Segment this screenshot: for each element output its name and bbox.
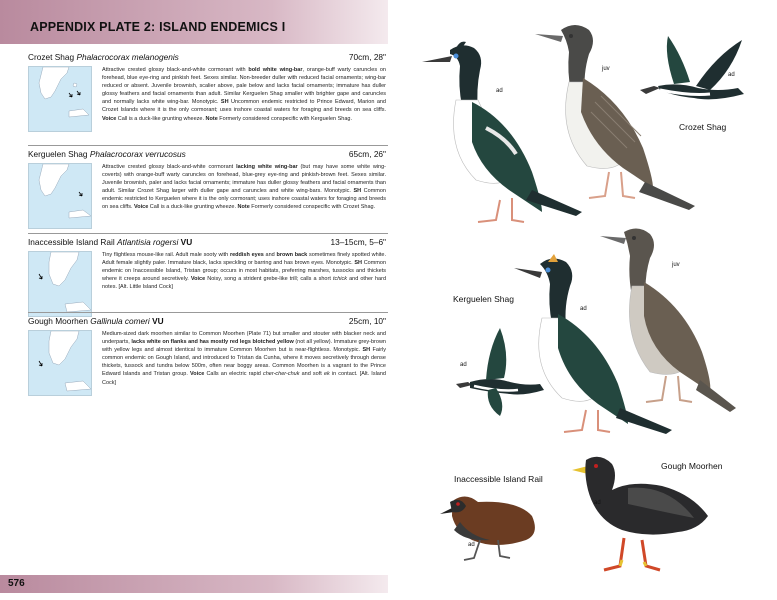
age-label: ad xyxy=(594,500,601,506)
species-entry-gough-moorhen xyxy=(28,316,388,406)
species-entry-inaccessible-island-rail xyxy=(28,237,388,315)
size-label: 70cm, 28" xyxy=(348,52,386,62)
divider xyxy=(28,312,388,313)
species-name xyxy=(28,149,186,159)
age-label: ad xyxy=(580,306,587,312)
common-name: Gough Moorhen xyxy=(28,316,88,326)
plate-label-kerguelen-shag: Kerguelen Shag xyxy=(453,294,514,304)
range-map xyxy=(28,163,92,229)
inaccessible-island-rail-illustration xyxy=(440,492,540,562)
species-description: Medium-sized dark moorhen similar to Common Moorhen (Plate 71) but smaller and stouter with blacker neck and underparts, lacks white on flanks and has mostly red legs blotched yellow (not all yellow). Immature grey-brown with yellow legs and almost identical to immature Common Moorhen but is near-flightless. Monotypic. SH Fairly common endemic on Gough Island, and introduced to Tristan da Cunha, where it moves secretively through dense thickets, tussock and tundra below 500m, often near boggy areas. Common Moorhen is a vagrant to the Prince Edward Islands and Tristan group. Voice Calls an electric rapid cher-cher-chuk and soft ek in contact. [Alt. Island Cock] xyxy=(102,331,386,386)
footer-bar xyxy=(0,575,388,593)
range-map xyxy=(28,66,92,132)
plate-label-gough-moorhen: Gough Moorhen xyxy=(661,461,723,471)
age-label: juv xyxy=(672,262,680,268)
conservation-status: VU xyxy=(180,237,193,247)
scientific-name: Atlantisia rogersi xyxy=(117,237,179,247)
species-entry-kerguelen-shag xyxy=(28,149,388,233)
age-label: ad xyxy=(728,72,735,78)
size-label: 13–15cm, 5–6" xyxy=(330,237,386,247)
page-number: 576 xyxy=(8,578,25,589)
species-description: Attractive crested glossy black-and-white cormorant lacking white wing-bar (but may have some white wing-coverts) with orange-buff warty caruncles on forehead, blue-grey eye-ring and pinkish-brown feet. Sexes similar. Juvenile brownish, paler and lacks facial ornaments; immature has duller glossy feathers and facial ornaments than adult. Similar Crozet Shag larger with duller gape and caruncles and white wing-bars. Monotypic. SH Common endemic restricted to Kerguelen where it is the only cormorant; uses inshore coastal waters for foraging and breeds on sea cliffs. Voice Call is a duck-like grunting wheeze. Note Formerly considered conspecific with Crozet Shag. xyxy=(102,164,386,211)
crozet-shag-flight-illustration xyxy=(640,34,750,106)
plate-label-inaccessible-island-rail: Inaccessible Island Rail xyxy=(454,474,543,484)
plate-label-crozet-shag: Crozet Shag xyxy=(679,122,727,132)
divider xyxy=(28,145,388,146)
age-label: ad xyxy=(468,542,475,548)
range-map xyxy=(28,251,92,317)
entry-heading xyxy=(28,316,388,328)
species-name xyxy=(28,237,192,247)
species-entry-crozet-shag xyxy=(28,52,388,144)
size-label: 65cm, 26" xyxy=(348,149,386,159)
scientific-name: Phalacrocorax verrucosus xyxy=(89,149,186,159)
conservation-status: VU xyxy=(152,316,164,326)
divider xyxy=(28,233,388,234)
size-label: 25cm, 10" xyxy=(348,316,386,326)
species-name xyxy=(28,52,179,62)
common-name: Crozet Shag xyxy=(28,52,75,62)
species-description: Attractive crested glossy black-and-white cormorant with bold white wing-bar, orange-buff warty caruncles on forehead, blue eye-ring and pinkish feet. Sexes similar. Non-breeder duller with reduced facial ornaments; wing-bar reduced or absent. Juvenile brownish, scalier above, pale below and lacks facial ornaments; immature has duller glossy feathers and facial ornaments than adult. Similar Kerguelen Shag smaller with brighter gape and caruncles and normally lacks white wing-bar. Monotypic. SH Uncommon endemic restricted to Prince Edward, Marion and Crozet Islands where it is the only cormorant; uses inshore coastal waters for foraging and breeds on sea cliffs. Voice Call is a duck-like grunting wheeze. Note Formerly considered conspecific with Kerguelen Shag. xyxy=(102,67,386,122)
entry-heading xyxy=(28,52,388,64)
species-name xyxy=(28,316,164,326)
common-name: Inaccessible Island Rail xyxy=(28,237,115,247)
range-map xyxy=(28,330,92,396)
scientific-name: Gallinula comeri xyxy=(90,316,150,326)
age-label: ad xyxy=(460,362,467,368)
age-label: juv xyxy=(602,66,610,72)
age-label: ad xyxy=(496,88,503,94)
kerguelen-shag-flight-illustration xyxy=(456,326,546,418)
entry-heading xyxy=(28,237,388,249)
common-name: Kerguelen Shag xyxy=(28,149,88,159)
header-bar xyxy=(0,0,388,44)
scientific-name: Phalacrocorax melanogenis xyxy=(76,52,179,62)
species-description: Tiny flightless mouse-like rail. Adult male sooty with reddish eyes and brown back sometimes finely spotted white. Adult female slightly paler. Immature black, lacks speckling or barring and has brown eyes. Monotypic. SH Common endemic on Inaccessible Island, Tristan group; occurs in most habitats, preferring marshes, tussocks and thickets where it creeps around secretively. Voice Noisy, song a strident grebe-like trill; calls a short tchick and other hard notes. [Alt. Little Island Cock] xyxy=(102,252,387,291)
kerguelen-shag-juvenile-illustration xyxy=(600,226,750,416)
entry-heading xyxy=(28,149,388,161)
page-title: APPENDIX PLATE 2: ISLAND ENDEMICS I xyxy=(30,20,286,34)
